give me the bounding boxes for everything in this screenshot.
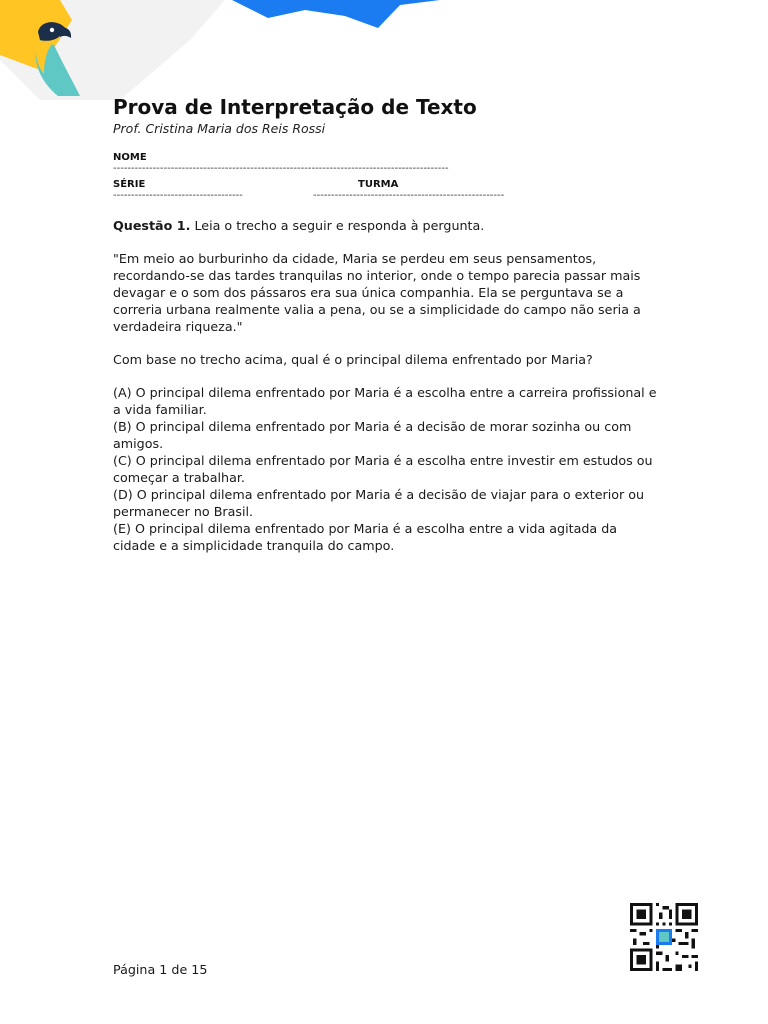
serie-blank-line: ------------------------------------ <box>113 191 243 201</box>
serie-field <box>113 179 278 201</box>
turma-blank-line: ----------------------------------------------------- <box>313 191 505 201</box>
option-c: (C) O principal dilema enfrentado por Maria é a escolha entre investir em estudos ou começar a trabalhar. <box>113 453 653 485</box>
question-number: Questão 1. <box>113 218 191 233</box>
turma-field <box>313 179 553 201</box>
blue-shape <box>232 0 440 28</box>
option-b: (B) O principal dilema enfrentado por Maria é a decisão de morar sozinha ou com amigos. <box>113 419 632 451</box>
header-decoration <box>0 0 768 100</box>
name-blank-line: --------------------------------------------------------------------------------------------- <box>113 164 449 174</box>
name-field <box>113 152 545 174</box>
question-passage: "Em meio ao burburinho da cidade, Maria se perdeu em seus pensamentos, recordando-se das tardes tranquilas no interior, onde o tempo parecia passar mais devagar e o som dos pássaros era sua única companhia. Ela se perguntava se a correria urbana realmente valia a pena, ou se a simplicidade do campo não seria a verdadeira riqueza." <box>113 251 641 334</box>
option-e: (E) O principal dilema enfrentado por Maria é a escolha entre a vida agitada da cidade e a simplicidade tranquila do campo. <box>113 521 618 553</box>
document-body <box>113 94 658 553</box>
question-header <box>113 217 658 234</box>
page-number: Página 1 de 15 <box>113 962 208 977</box>
turma-label: TURMA <box>358 179 399 190</box>
author-line: Prof. Cristina Maria dos Reis Rossi <box>113 121 326 136</box>
question-block <box>113 217 658 554</box>
document-title: Prova de Interpretação de Texto <box>113 95 477 119</box>
serie-label: SÉRIE <box>113 179 146 190</box>
qr-code-icon <box>630 903 698 971</box>
option-a: (A) O principal dilema enfrentado por Maria é a escolha entre a carreira profissional e a vida familiar. <box>113 385 657 417</box>
name-label: NOME <box>113 152 147 163</box>
question-instruction: Leia o trecho a seguir e responda à pergunta. <box>194 218 485 233</box>
answer-options <box>113 384 658 554</box>
option-d: (D) O principal dilema enfrentado por Maria é a decisão de viajar para o exterior ou permanecer no Brasil. <box>113 487 645 519</box>
question-prompt: Com base no trecho acima, qual é o principal dilema enfrentado por Maria? <box>113 352 593 367</box>
